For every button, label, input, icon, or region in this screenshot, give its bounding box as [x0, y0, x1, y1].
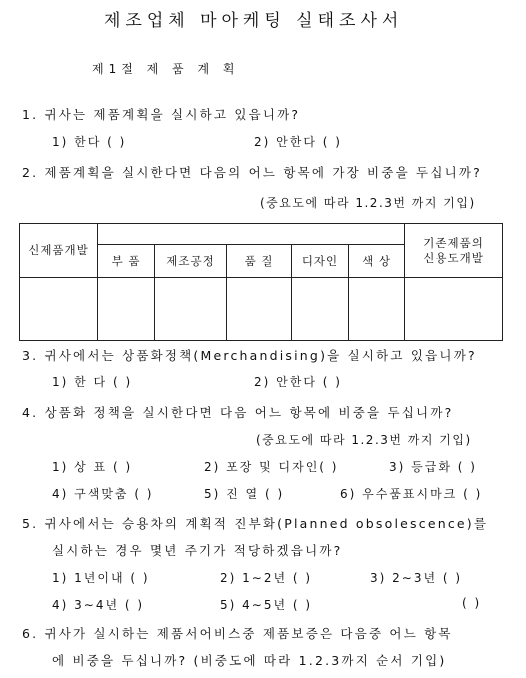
- q3-option-2: 2) 안한다 ( ): [254, 375, 342, 389]
- table-header-existing-line1: 기존제품의: [423, 235, 484, 250]
- table-cell-blank: [405, 278, 503, 341]
- q1-option-1: 1) 한다 ( ): [52, 135, 127, 149]
- table-header-process: 제조공정: [155, 245, 227, 278]
- q2-note: (중요도에 따라 1.2.3번 까지 기입): [260, 196, 476, 210]
- question-1: 1. 귀사는 제품계획을 실시하고 있읍니까?: [22, 107, 301, 122]
- table-cell-blank: [227, 278, 292, 341]
- q4-option-1: 1) 상 표 ( ): [52, 460, 133, 474]
- q4-option-5: 5) 진 열 ( ): [204, 487, 285, 501]
- q5-option-5: 5) 4∼5년 ( ): [220, 598, 313, 612]
- question-2: 2. 제품계획을 실시한다면 다음의 어느 항목에 가장 비중을 두십니까?: [22, 165, 482, 180]
- q4-option-4: 4) 구색맞춤 ( ): [52, 487, 154, 501]
- table-header-parts: 부 품: [98, 245, 155, 278]
- question-5: 5. 귀사에서는 승용차의 계획적 진부화(Planned obsolescence)를: [22, 516, 489, 531]
- table-header-color: 색 상: [349, 245, 405, 278]
- table-header-quality: 품 질: [227, 245, 292, 278]
- table-cell-blank: [155, 278, 227, 341]
- q5-option-6: ( ): [462, 596, 482, 610]
- q4-note: (중요도에 따라 1.2.3번 까지 기입): [256, 433, 472, 447]
- q5-option-1: 1) 1년이내 ( ): [52, 571, 150, 585]
- question-6: 6. 귀사가 실시하는 제품서어비스중 제품보증은 다음중 어느 항목: [22, 626, 453, 641]
- table-header-design: 디자인: [292, 245, 349, 278]
- q5-option-2: 2) 1∼2년 ( ): [220, 571, 313, 585]
- question-3: 3. 귀사에서는 상품화정책(Merchandising)을 실시하고 있읍니까?: [22, 348, 477, 363]
- table-header-group: [98, 224, 405, 245]
- q5-option-4: 4) 3∼4년 ( ): [52, 598, 145, 612]
- page-title: 제조업체 마아케팅 실태조사서: [104, 11, 404, 31]
- q4-option-2: 2) 포장 및 디자인( ): [204, 460, 339, 474]
- table-header-existing: [405, 224, 503, 278]
- question-6-line2: 에 비중을 두십니까? (비중도에 따라 1.2.3까지 순서 기입): [52, 653, 447, 668]
- table-header-existing-line2: 신용도개발: [423, 250, 484, 265]
- table-cell-blank: [98, 278, 155, 341]
- table-cell-blank: [349, 278, 405, 341]
- q3-option-1: 1) 한 다 ( ): [52, 375, 133, 389]
- section-heading: 제1절 제 품 계 획: [92, 62, 240, 76]
- q5-option-3: 3) 2∼3년 ( ): [370, 571, 463, 585]
- q1-option-2: 2) 안한다 ( ): [254, 135, 342, 149]
- question-4: 4. 상품화 정책을 실시한다면 다음 어느 항목에 비중을 두십니까?: [22, 405, 454, 420]
- q4-option-6: 6) 우수품표시마크 ( ): [340, 487, 483, 501]
- table-cell-blank: [292, 278, 349, 341]
- q4-option-3: 3) 등급화 ( ): [389, 460, 477, 474]
- question-5-line2: 실시하는 경우 몇년 주기가 적당하겠읍니까?: [52, 543, 343, 558]
- q2-priority-table: [19, 223, 503, 341]
- table-header-new-product: 신제품개발: [20, 224, 98, 278]
- table-cell-blank: [20, 278, 98, 341]
